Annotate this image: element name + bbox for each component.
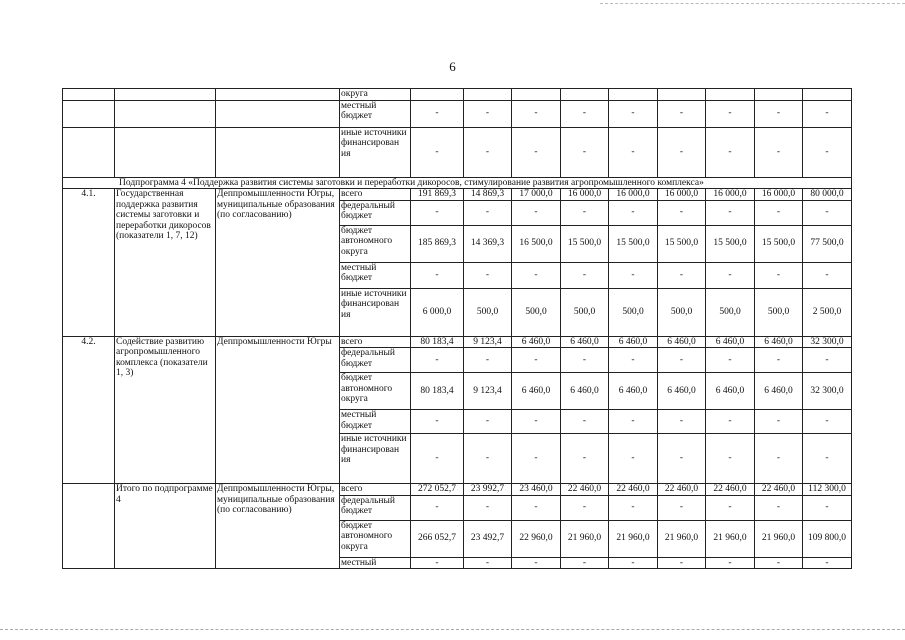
amount-cell: 15 500,0 [755, 225, 803, 262]
funding-source-cell: местный бюджет [340, 100, 411, 127]
amount-cell: - [411, 434, 464, 484]
row-number-cell [63, 100, 115, 127]
amount-cell: - [609, 495, 658, 520]
executor-cell: Деппромышленности Югры, муниципальные образования (по согласованию) [216, 484, 340, 569]
funding-source-cell: федеральный бюджет [340, 495, 411, 520]
amount-cell: 21 960,0 [658, 520, 706, 557]
amount-cell: 2 500,0 [803, 288, 852, 336]
activity-name-cell: Государственная поддержка развития системы заготовки и переработки дикоросов (показатели 1, 7, 12) [115, 189, 216, 337]
amount-cell: - [755, 557, 803, 569]
amount-cell: - [706, 557, 755, 569]
amount-cell: - [609, 262, 658, 288]
amount-cell: 500,0 [512, 288, 561, 336]
amount-cell [464, 89, 512, 101]
amount-cell [755, 89, 803, 101]
amount-cell: - [464, 200, 512, 225]
amount-cell: 109 800,0 [803, 520, 852, 557]
row-number-cell [63, 127, 115, 177]
amount-cell: - [561, 557, 609, 569]
amount-cell: 80 000,0 [803, 189, 852, 201]
amount-cell: 266 052,7 [411, 520, 464, 557]
activity-name-cell [115, 127, 216, 177]
funding-source-cell: местный бюджет [340, 410, 411, 434]
table-row [63, 100, 852, 127]
amount-cell: 16 500,0 [512, 225, 561, 262]
amount-cell: - [464, 262, 512, 288]
amount-cell: - [803, 200, 852, 225]
funding-source-cell: местный [340, 557, 411, 569]
amount-cell: - [706, 200, 755, 225]
amount-cell: 80 183,4 [411, 336, 464, 348]
amount-cell: - [561, 200, 609, 225]
amount-cell: - [755, 410, 803, 434]
amount-cell: 6 460,0 [658, 373, 706, 410]
amount-cell: 77 500,0 [803, 225, 852, 262]
amount-cell: - [609, 127, 658, 177]
amount-cell: - [464, 348, 512, 373]
amount-cell: 23 460,0 [512, 484, 561, 496]
amount-cell: 6 000,0 [411, 288, 464, 336]
amount-cell: 14 369,3 [464, 225, 512, 262]
amount-cell: 500,0 [658, 288, 706, 336]
amount-cell: - [512, 434, 561, 484]
amount-cell: 6 460,0 [609, 373, 658, 410]
amount-cell: - [561, 348, 609, 373]
amount-cell: 6 460,0 [755, 336, 803, 348]
amount-cell: 16 000,0 [561, 189, 609, 201]
amount-cell: - [658, 410, 706, 434]
amount-cell: 21 960,0 [561, 520, 609, 557]
amount-cell: 6 460,0 [512, 336, 561, 348]
amount-cell: - [658, 100, 706, 127]
amount-cell [561, 89, 609, 101]
amount-cell: - [512, 557, 561, 569]
amount-cell: - [658, 200, 706, 225]
amount-cell: - [561, 262, 609, 288]
amount-cell: 22 460,0 [706, 484, 755, 496]
amount-cell: - [803, 434, 852, 484]
amount-cell: - [706, 434, 755, 484]
row-number-cell [63, 484, 115, 569]
amount-cell: - [561, 410, 609, 434]
amount-cell: - [609, 100, 658, 127]
amount-cell: 32 300,0 [803, 373, 852, 410]
row-number-cell: 4.1. [63, 189, 115, 337]
executor-cell [216, 89, 340, 101]
subprogram-title-row [63, 177, 852, 189]
funding-source-cell: местный бюджет [340, 262, 411, 288]
subprogram-title: Подпрограмма 4 «Поддержка развития системы заготовки и переработки дикоросов, стимулирование развития агропромышленного комплекса» [63, 177, 852, 189]
amount-cell: - [706, 495, 755, 520]
amount-cell: - [411, 348, 464, 373]
amount-cell: - [411, 262, 464, 288]
funding-source-cell: иные источники финансирован ия [340, 288, 411, 336]
funding-source-cell: бюджет автономного округа [340, 520, 411, 557]
amount-cell: - [706, 127, 755, 177]
amount-cell: 6 460,0 [706, 336, 755, 348]
funding-source-cell: всего [340, 484, 411, 496]
amount-cell: 16 000,0 [706, 189, 755, 201]
amount-cell: - [609, 200, 658, 225]
amount-cell: - [411, 495, 464, 520]
amount-cell: 112 300,0 [803, 484, 852, 496]
amount-cell: 6 460,0 [512, 373, 561, 410]
activity-name-cell: Итого по подпрограмме 4 [115, 484, 216, 569]
table-row [63, 189, 852, 201]
funding-source-cell: всего [340, 189, 411, 201]
amount-cell: - [755, 127, 803, 177]
amount-cell: - [803, 495, 852, 520]
amount-cell: 6 460,0 [609, 336, 658, 348]
amount-cell: - [512, 495, 561, 520]
amount-cell: - [609, 434, 658, 484]
executor-cell: Деппромышленности Югры, муниципальные образования (по согласованию) [216, 189, 340, 337]
amount-cell [803, 89, 852, 101]
amount-cell: 17 000,0 [512, 189, 561, 201]
amount-cell: - [658, 262, 706, 288]
amount-cell: - [803, 127, 852, 177]
amount-cell: - [512, 200, 561, 225]
amount-cell: - [755, 100, 803, 127]
amount-cell: - [658, 557, 706, 569]
scan-top-edge [600, 3, 905, 4]
amount-cell: - [803, 262, 852, 288]
funding-source-cell: федеральный бюджет [340, 348, 411, 373]
activity-name-cell: Содействие развитию агропромышленного комплекса (показатели 1, 3) [115, 336, 216, 484]
amount-cell: 185 869,3 [411, 225, 464, 262]
amount-cell: - [464, 495, 512, 520]
amount-cell: 272 052,7 [411, 484, 464, 496]
amount-cell: - [803, 557, 852, 569]
amount-cell: 23 492,7 [464, 520, 512, 557]
amount-cell: - [464, 100, 512, 127]
amount-cell: - [658, 495, 706, 520]
amount-cell: - [706, 410, 755, 434]
funding-source-cell: федеральный бюджет [340, 200, 411, 225]
page-number: 6 [449, 59, 456, 74]
amount-cell: - [561, 495, 609, 520]
amount-cell: - [803, 348, 852, 373]
executor-cell [216, 127, 340, 177]
amount-cell: - [512, 262, 561, 288]
amount-cell: - [411, 100, 464, 127]
funding-source-cell: бюджет автономного округа [340, 225, 411, 262]
amount-cell: 80 183,4 [411, 373, 464, 410]
amount-cell: - [411, 200, 464, 225]
budget-table [62, 88, 852, 569]
amount-cell: 6 460,0 [658, 336, 706, 348]
executor-cell: Деппромышленности Югры [216, 336, 340, 484]
amount-cell: - [561, 127, 609, 177]
amount-cell: - [658, 434, 706, 484]
table-row [63, 89, 852, 101]
amount-cell: - [755, 200, 803, 225]
amount-cell: 22 460,0 [609, 484, 658, 496]
amount-cell: 191 869,3 [411, 189, 464, 201]
table-row [63, 484, 852, 496]
amount-cell: - [464, 410, 512, 434]
funding-source-cell: всего [340, 336, 411, 348]
amount-cell: - [464, 557, 512, 569]
amount-cell: 500,0 [706, 288, 755, 336]
amount-cell: - [706, 262, 755, 288]
amount-cell [658, 89, 706, 101]
amount-cell: - [609, 557, 658, 569]
amount-cell [512, 89, 561, 101]
funding-source-cell: округа [340, 89, 411, 101]
amount-cell: 14 869,3 [464, 189, 512, 201]
table-row [63, 127, 852, 177]
row-number-cell: 4.2. [63, 336, 115, 484]
amount-cell: - [755, 434, 803, 484]
amount-cell: 6 460,0 [561, 336, 609, 348]
amount-cell: 16 000,0 [658, 189, 706, 201]
amount-cell: 15 500,0 [658, 225, 706, 262]
amount-cell: 16 000,0 [755, 189, 803, 201]
amount-cell [411, 89, 464, 101]
amount-cell: - [561, 434, 609, 484]
amount-cell: - [609, 348, 658, 373]
executor-cell [216, 100, 340, 127]
amount-cell [706, 89, 755, 101]
amount-cell: 16 000,0 [609, 189, 658, 201]
amount-cell [609, 89, 658, 101]
amount-cell: 22 460,0 [658, 484, 706, 496]
amount-cell: - [512, 100, 561, 127]
amount-cell: - [464, 434, 512, 484]
amount-cell: - [803, 100, 852, 127]
amount-cell: 32 300,0 [803, 336, 852, 348]
scan-bottom-edge [0, 629, 905, 630]
amount-cell: 21 960,0 [609, 520, 658, 557]
amount-cell: - [803, 410, 852, 434]
amount-cell: - [755, 262, 803, 288]
row-number-cell [63, 89, 115, 101]
amount-cell: 22 460,0 [755, 484, 803, 496]
funding-source-cell: бюджет автономного округа [340, 373, 411, 410]
amount-cell: - [411, 127, 464, 177]
amount-cell: 500,0 [464, 288, 512, 336]
amount-cell: 22 460,0 [561, 484, 609, 496]
amount-cell: 15 500,0 [609, 225, 658, 262]
amount-cell: - [512, 410, 561, 434]
amount-cell: - [609, 410, 658, 434]
amount-cell: 21 960,0 [755, 520, 803, 557]
activity-name-cell [115, 89, 216, 101]
amount-cell: 21 960,0 [706, 520, 755, 557]
amount-cell: - [658, 348, 706, 373]
amount-cell: - [755, 348, 803, 373]
amount-cell: 500,0 [561, 288, 609, 336]
amount-cell: - [561, 100, 609, 127]
amount-cell: - [706, 348, 755, 373]
amount-cell: - [512, 348, 561, 373]
amount-cell: 6 460,0 [755, 373, 803, 410]
amount-cell: 500,0 [755, 288, 803, 336]
budget-table-body [63, 89, 852, 569]
amount-cell: 15 500,0 [561, 225, 609, 262]
amount-cell: 23 992,7 [464, 484, 512, 496]
amount-cell: 22 960,0 [512, 520, 561, 557]
amount-cell: - [658, 127, 706, 177]
amount-cell: 6 460,0 [561, 373, 609, 410]
amount-cell: - [706, 100, 755, 127]
funding-source-cell: иные источники финансирован ия [340, 127, 411, 177]
amount-cell: - [755, 495, 803, 520]
amount-cell: 9 123,4 [464, 373, 512, 410]
amount-cell: - [464, 127, 512, 177]
activity-name-cell [115, 100, 216, 127]
funding-source-cell: иные источники финансирован ия [340, 434, 411, 484]
table-row [63, 336, 852, 348]
amount-cell: 500,0 [609, 288, 658, 336]
amount-cell: 15 500,0 [706, 225, 755, 262]
amount-cell: 9 123,4 [464, 336, 512, 348]
amount-cell: - [411, 557, 464, 569]
amount-cell: - [512, 127, 561, 177]
amount-cell: 6 460,0 [706, 373, 755, 410]
amount-cell: - [411, 410, 464, 434]
